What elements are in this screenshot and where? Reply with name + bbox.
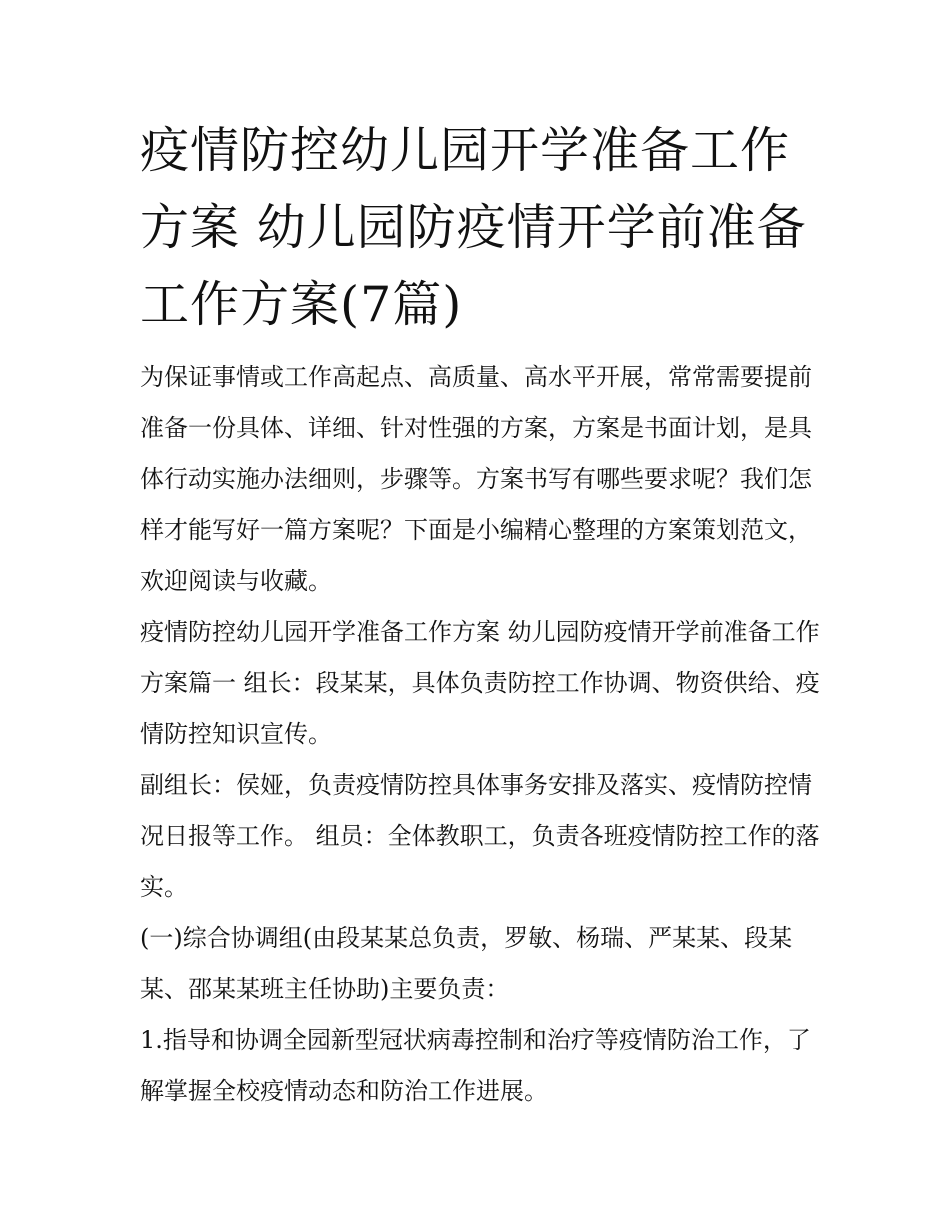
paragraph-intro: 为保证事情或工作高起点、高质量、高水平开展，常常需要提前准备一份具体、详细、针对性强的方案，方案是书面计划，是具体行动实施办法细则，步骤等。方案书写有哪些要求呢？我们怎样才能写好一篇方案呢？下面是小编精心整理的方案策划范文，欢迎阅读与收藏。 — [140, 363, 812, 595]
paragraph-coordination-group: (一)综合协调组(由段某某总负责，罗敏、杨瑞、严某某、段某某、邵某某班主任协助)主要负责： — [140, 924, 793, 1003]
paragraph-item-1: 1.指导和协调全园新型冠状病毒控制和治疗等疫情防治工作，了解掌握全校疫情动态和防治工作进展。 — [140, 1026, 811, 1105]
paragraph-deputy: 副组长：侯娅，负责疫情防控具体事务安排及落实、疫情防控情况日报等工作。 组员：全体教职工，负责各班疫情防控工作的落实。 — [140, 771, 820, 901]
document-page — [140, 112, 820, 1117]
document-title: 疫情防控幼儿园开学准备工作方案 幼儿园防疫情开学前准备工作方案(7篇) — [140, 122, 807, 333]
paragraph-leader: 疫情防控幼儿园开学准备工作方案 幼儿园防疫情开学前准备工作方案篇一 组长：段某某，具体负责防控工作协调、物资供给、疫情防控知识宣传。 — [140, 618, 820, 748]
title-spacer — [140, 343, 820, 352]
